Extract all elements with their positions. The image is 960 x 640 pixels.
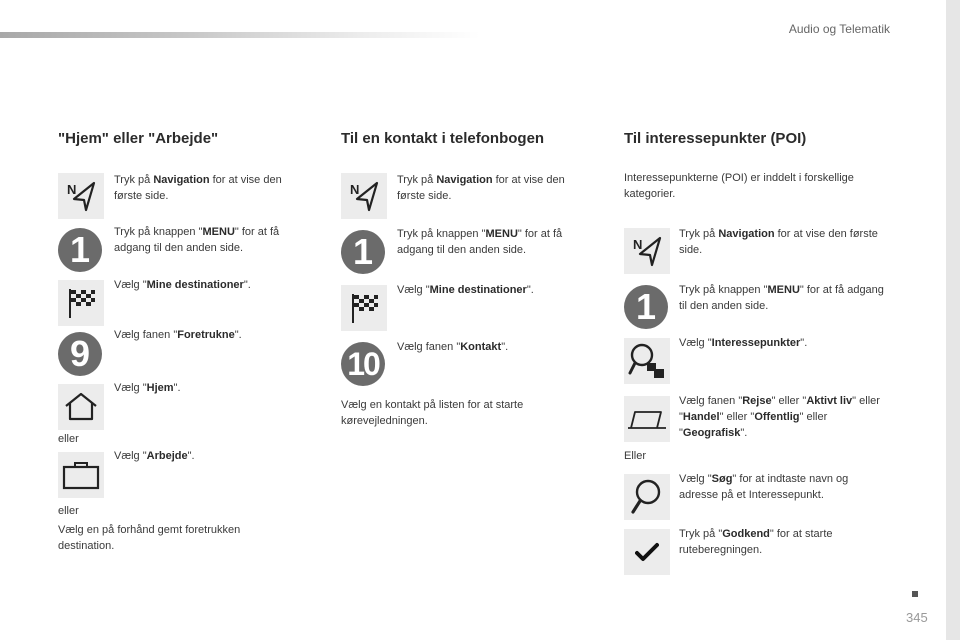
search-icon — [624, 474, 670, 520]
step-badge-1: 1 — [341, 230, 385, 274]
col3-step3: Vælg "Interessepunkter". — [679, 337, 808, 349]
col3-or-1: Eller — [624, 450, 647, 462]
svg-text:N: N — [350, 182, 360, 197]
page-number: 345 — [906, 610, 928, 625]
col1-step1: Tryk på Navigation for at vise den første side. — [114, 174, 282, 202]
col1-step3: Vælg "Mine destinationer". — [114, 279, 251, 291]
navigation-icon — [58, 173, 104, 219]
col2-title: Til en kontakt i telefonbogen — [341, 130, 545, 147]
navigation-icon — [624, 228, 670, 274]
col2-step1: Tryk på Navigation for at vise den første side. — [397, 174, 565, 202]
checkered-flag-icon — [58, 280, 104, 326]
step-badge-1: 1 — [624, 285, 668, 329]
checkered-flag-icon — [341, 285, 387, 331]
col1-note: Vælg en på forhånd gemt foretrukken destination. — [58, 524, 241, 552]
col2-step3: Vælg "Mine destinationer". — [397, 284, 534, 296]
section-title: Audio og Telematik — [788, 22, 890, 36]
page-edge-sidebar — [946, 0, 960, 640]
col3-step2: Tryk på knappen "MENU" for at få adgang til den anden side. — [679, 284, 884, 312]
checkmark-icon — [624, 529, 670, 575]
col3-intro: Interessepunkterne (POI) er inddelt i forskellige kategorier. — [624, 172, 854, 200]
col1-step4: Vælg fanen "Foretrukne". — [114, 329, 242, 341]
col1-title: "Hjem" eller "Arbejde" — [58, 130, 219, 147]
col2-step2: Tryk på knappen "MENU" for at få adgang til den anden side. — [397, 228, 563, 256]
tabs-icon — [624, 396, 670, 442]
step-badge-9: 9 — [58, 332, 102, 376]
step-badge-1: 1 — [58, 228, 102, 272]
page-marker — [912, 591, 918, 597]
poi-search-icon — [624, 338, 670, 384]
briefcase-icon — [58, 452, 104, 498]
step-badge-10: 10 — [341, 342, 385, 386]
col1-step2: Tryk på knappen "MENU" for at få adgang til den anden side. — [114, 226, 280, 254]
col1-or-2: eller — [58, 505, 79, 517]
col1-or-1: eller — [58, 433, 79, 445]
svg-text:N: N — [67, 182, 77, 197]
navigation-icon — [341, 173, 387, 219]
col2-note: Vælg en kontakt på listen for at starte kørevejledningen. — [341, 399, 524, 427]
home-icon — [58, 384, 104, 430]
header-gradient-bar — [0, 32, 480, 38]
col1-step6: Vælg "Arbejde". — [114, 450, 195, 462]
col1-step5: Vælg "Hjem". — [114, 382, 181, 394]
col3-step5: Vælg "Søg" for at indtaste navn og adresse på et Interessepunkt. — [679, 473, 849, 501]
col2-step4: Vælg fanen "Kontakt". — [397, 341, 509, 353]
col3-step1: Tryk på Navigation for at vise den første side. — [679, 228, 878, 256]
svg-text:N: N — [633, 237, 643, 252]
col3-title: Til interessepunkter (POI) — [624, 130, 807, 147]
col3-step4: Vælg fanen "Rejse" eller "Aktivt liv" eller "Handel" eller "Offentlig" eller "Geografisk". — [679, 395, 880, 439]
col3-step6: Tryk på "Godkend" for at starte ruteberegningen. — [679, 528, 833, 556]
